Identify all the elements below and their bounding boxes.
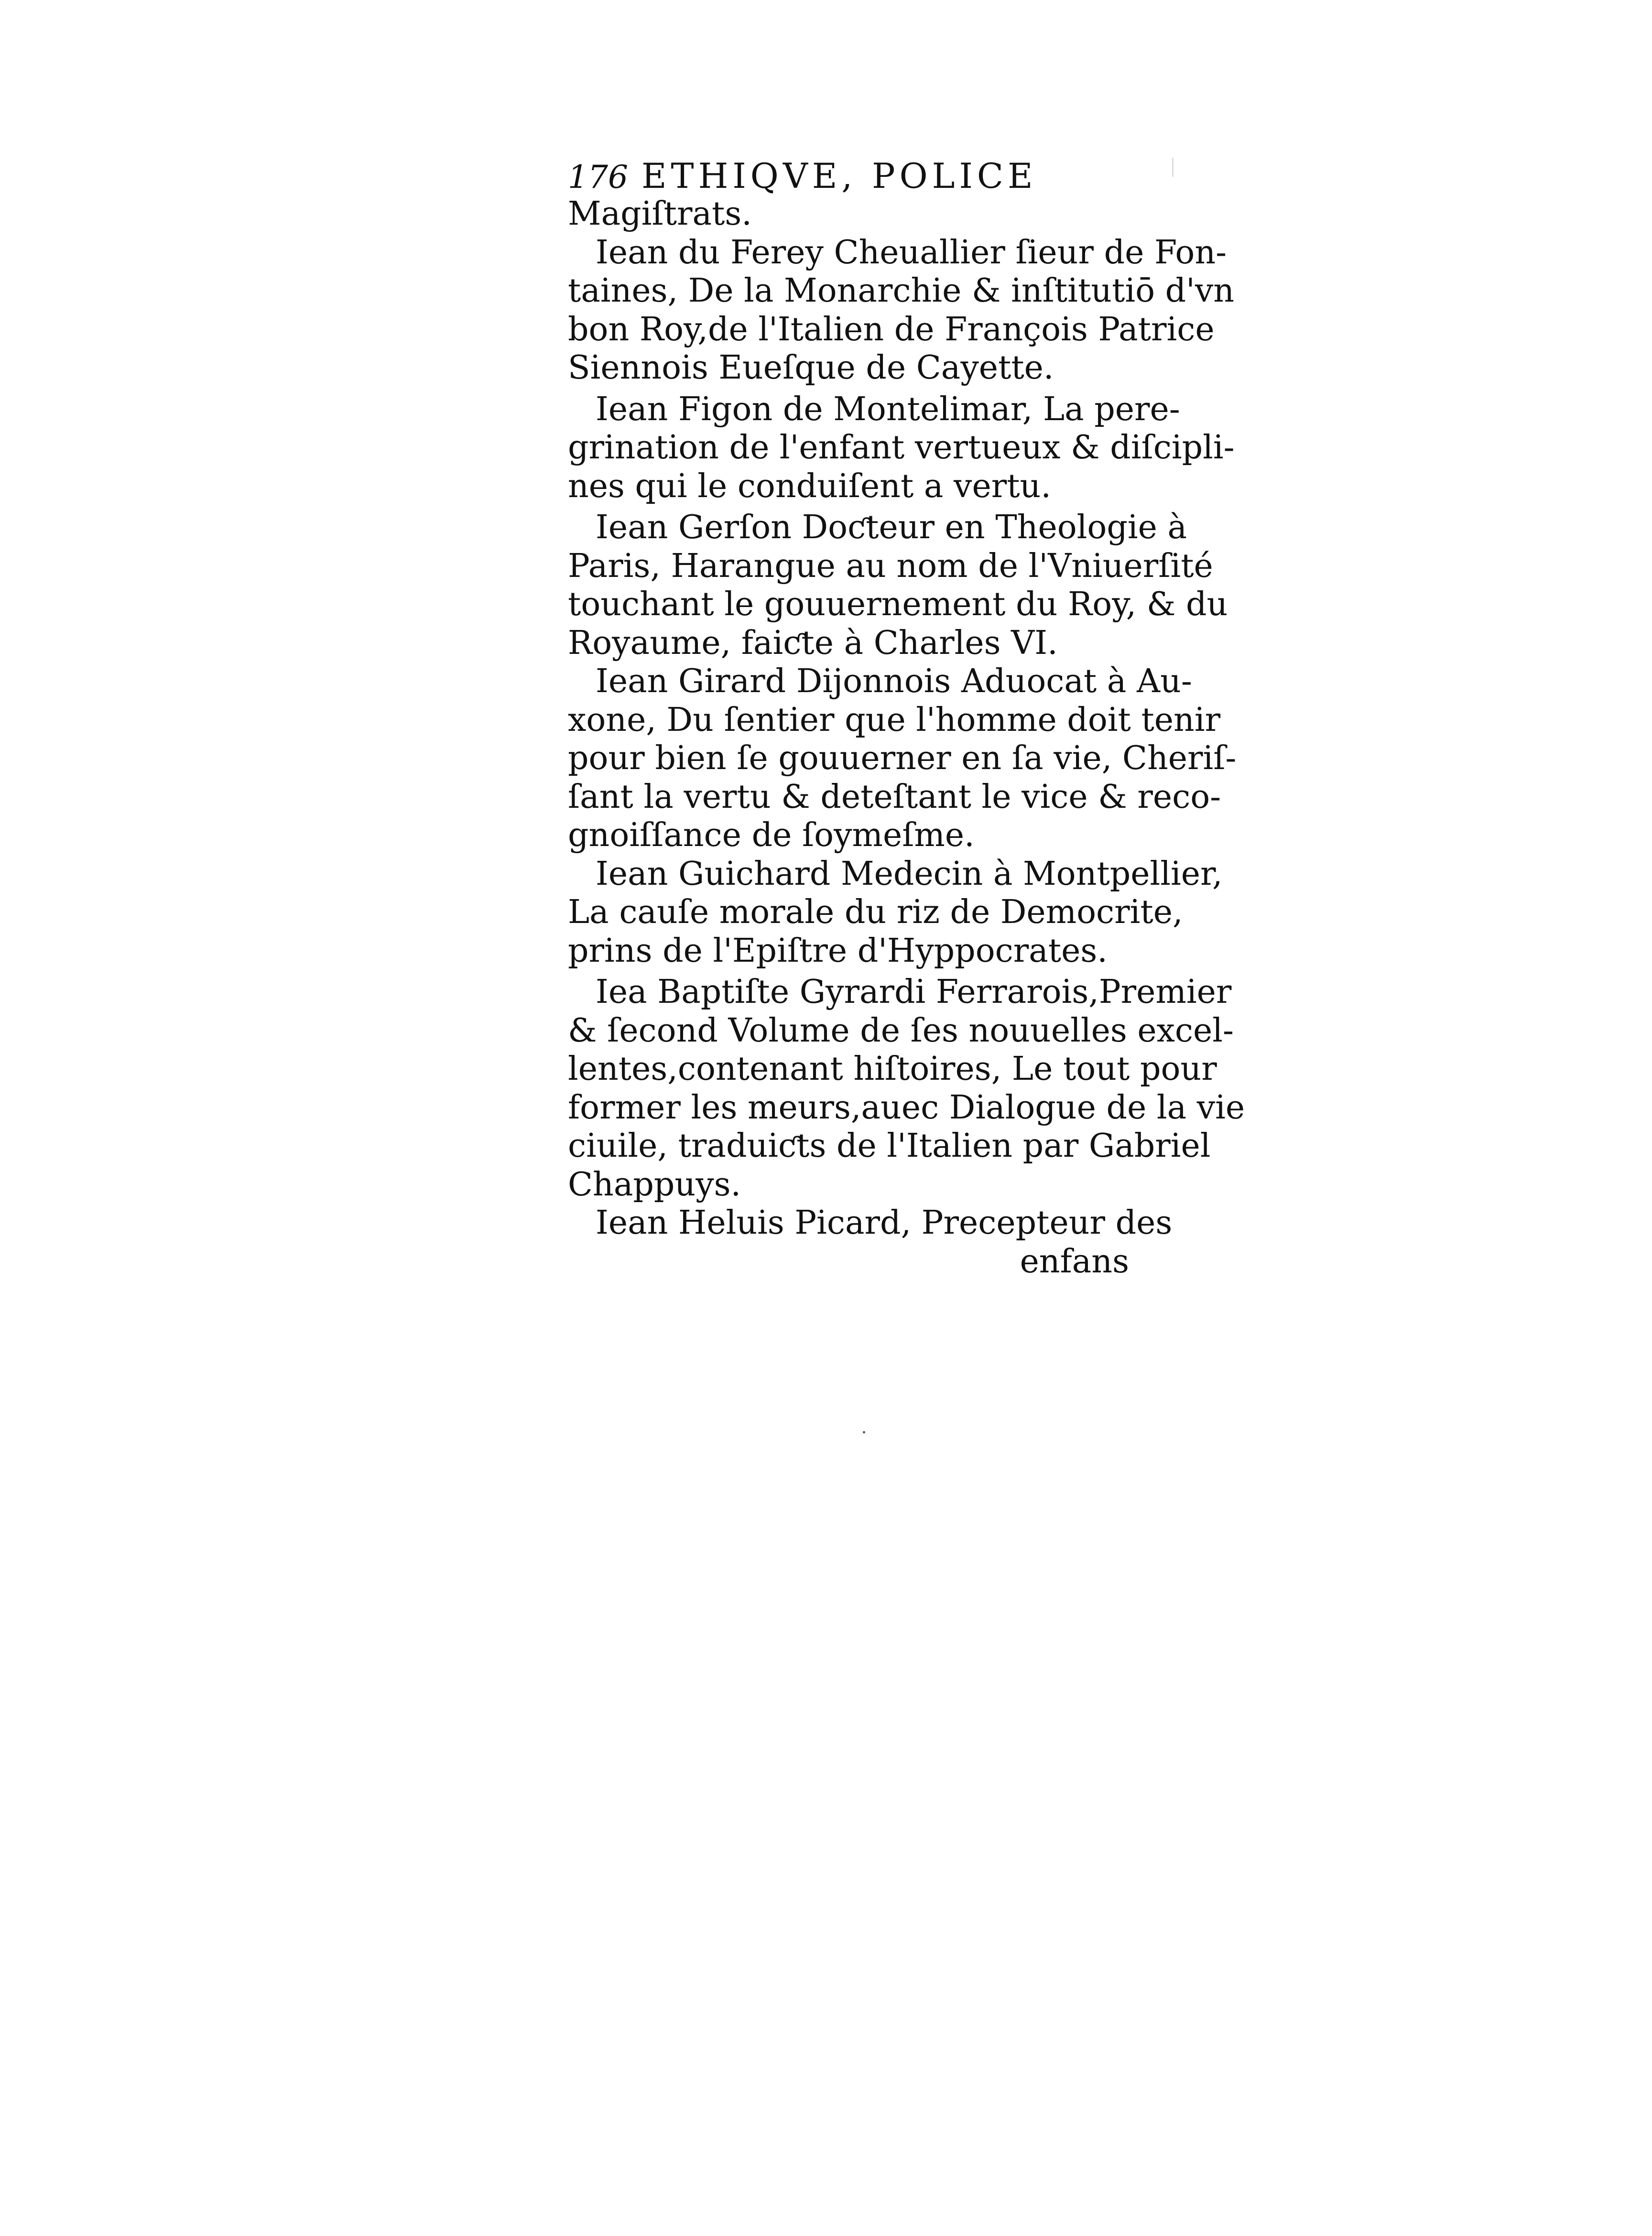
running-header (568, 152, 1132, 195)
running-title: ETHIQVE, POLICE (641, 156, 1037, 196)
text-line: ſant la vertu & deteſtant le vice & reco- (568, 778, 1221, 816)
text-line: & ſecond Volume de ſes nouuelles excel- (568, 1011, 1234, 1050)
text-line: prins de l'Epiſtre d'Hyppocrates. (568, 932, 1108, 970)
entry-line: Iean Gerſon Doƈteur en Theologie à (596, 509, 1187, 546)
text-line: pour bien ſe gouuerner en ſa vie, Cheriſ- (568, 739, 1237, 777)
text-line: gnoiſſance de ſoymeſme. (568, 816, 975, 854)
stray-ink-dot (863, 1431, 865, 1433)
entry-line: Iean Heluis Picard, Precepteur des (596, 1204, 1173, 1242)
text-line: Magiſtrats. (568, 195, 752, 233)
entry-line: Iean Figon de Montelimar, La pere- (596, 390, 1180, 428)
text-line: taines, De la Monarchie & inſtitutiō d'vn (568, 272, 1235, 310)
text-line: lentes,contenant hiſtoires, Le tout pour (568, 1050, 1217, 1088)
page-edge-mark (1172, 158, 1174, 177)
text-line: grination de l'enfant vertueux & diſcipli- (568, 429, 1235, 467)
text-line: nes qui le conduiſent a vertu. (568, 467, 1051, 505)
text-line: La cauſe morale du riz de Democrite, (568, 893, 1183, 931)
text-line: ciuile, traduiƈts de l'Italien par Gabriel (568, 1127, 1211, 1165)
entry-line: Iea Baptiſte Gyrardi Ferrarois,Premier (596, 973, 1232, 1011)
text-line: Royaume, faiƈte à Charles VI. (568, 624, 1058, 662)
entry-line: Iean du Ferey Cheuallier ſieur de Fon- (596, 233, 1227, 271)
text-line: touchant le gouuernement du Roy, & du (568, 586, 1228, 623)
text-line: former les meurs,auec Dialogue de la vie (568, 1088, 1245, 1127)
text-block (568, 152, 1245, 1281)
text-line: Siennois Eueſque de Cayette. (568, 349, 1054, 387)
page-number: 176 (568, 159, 628, 195)
entry-line: Iean Girard Dijonnois Aduocat à Au- (596, 662, 1192, 700)
entry-line: Iean Guichard Medecin à Montpellier, (596, 855, 1223, 893)
text-line: Chappuys. (568, 1165, 741, 1204)
catchword: enfans (1020, 1242, 1129, 1281)
text-line: xone, Du ſentier que l'homme doit tenir (568, 701, 1221, 739)
text-line: bon Roy,de l'Italien de François Patrice (568, 310, 1215, 348)
text-line: Paris, Harangue au nom de l'Vniuerſité (568, 547, 1213, 585)
